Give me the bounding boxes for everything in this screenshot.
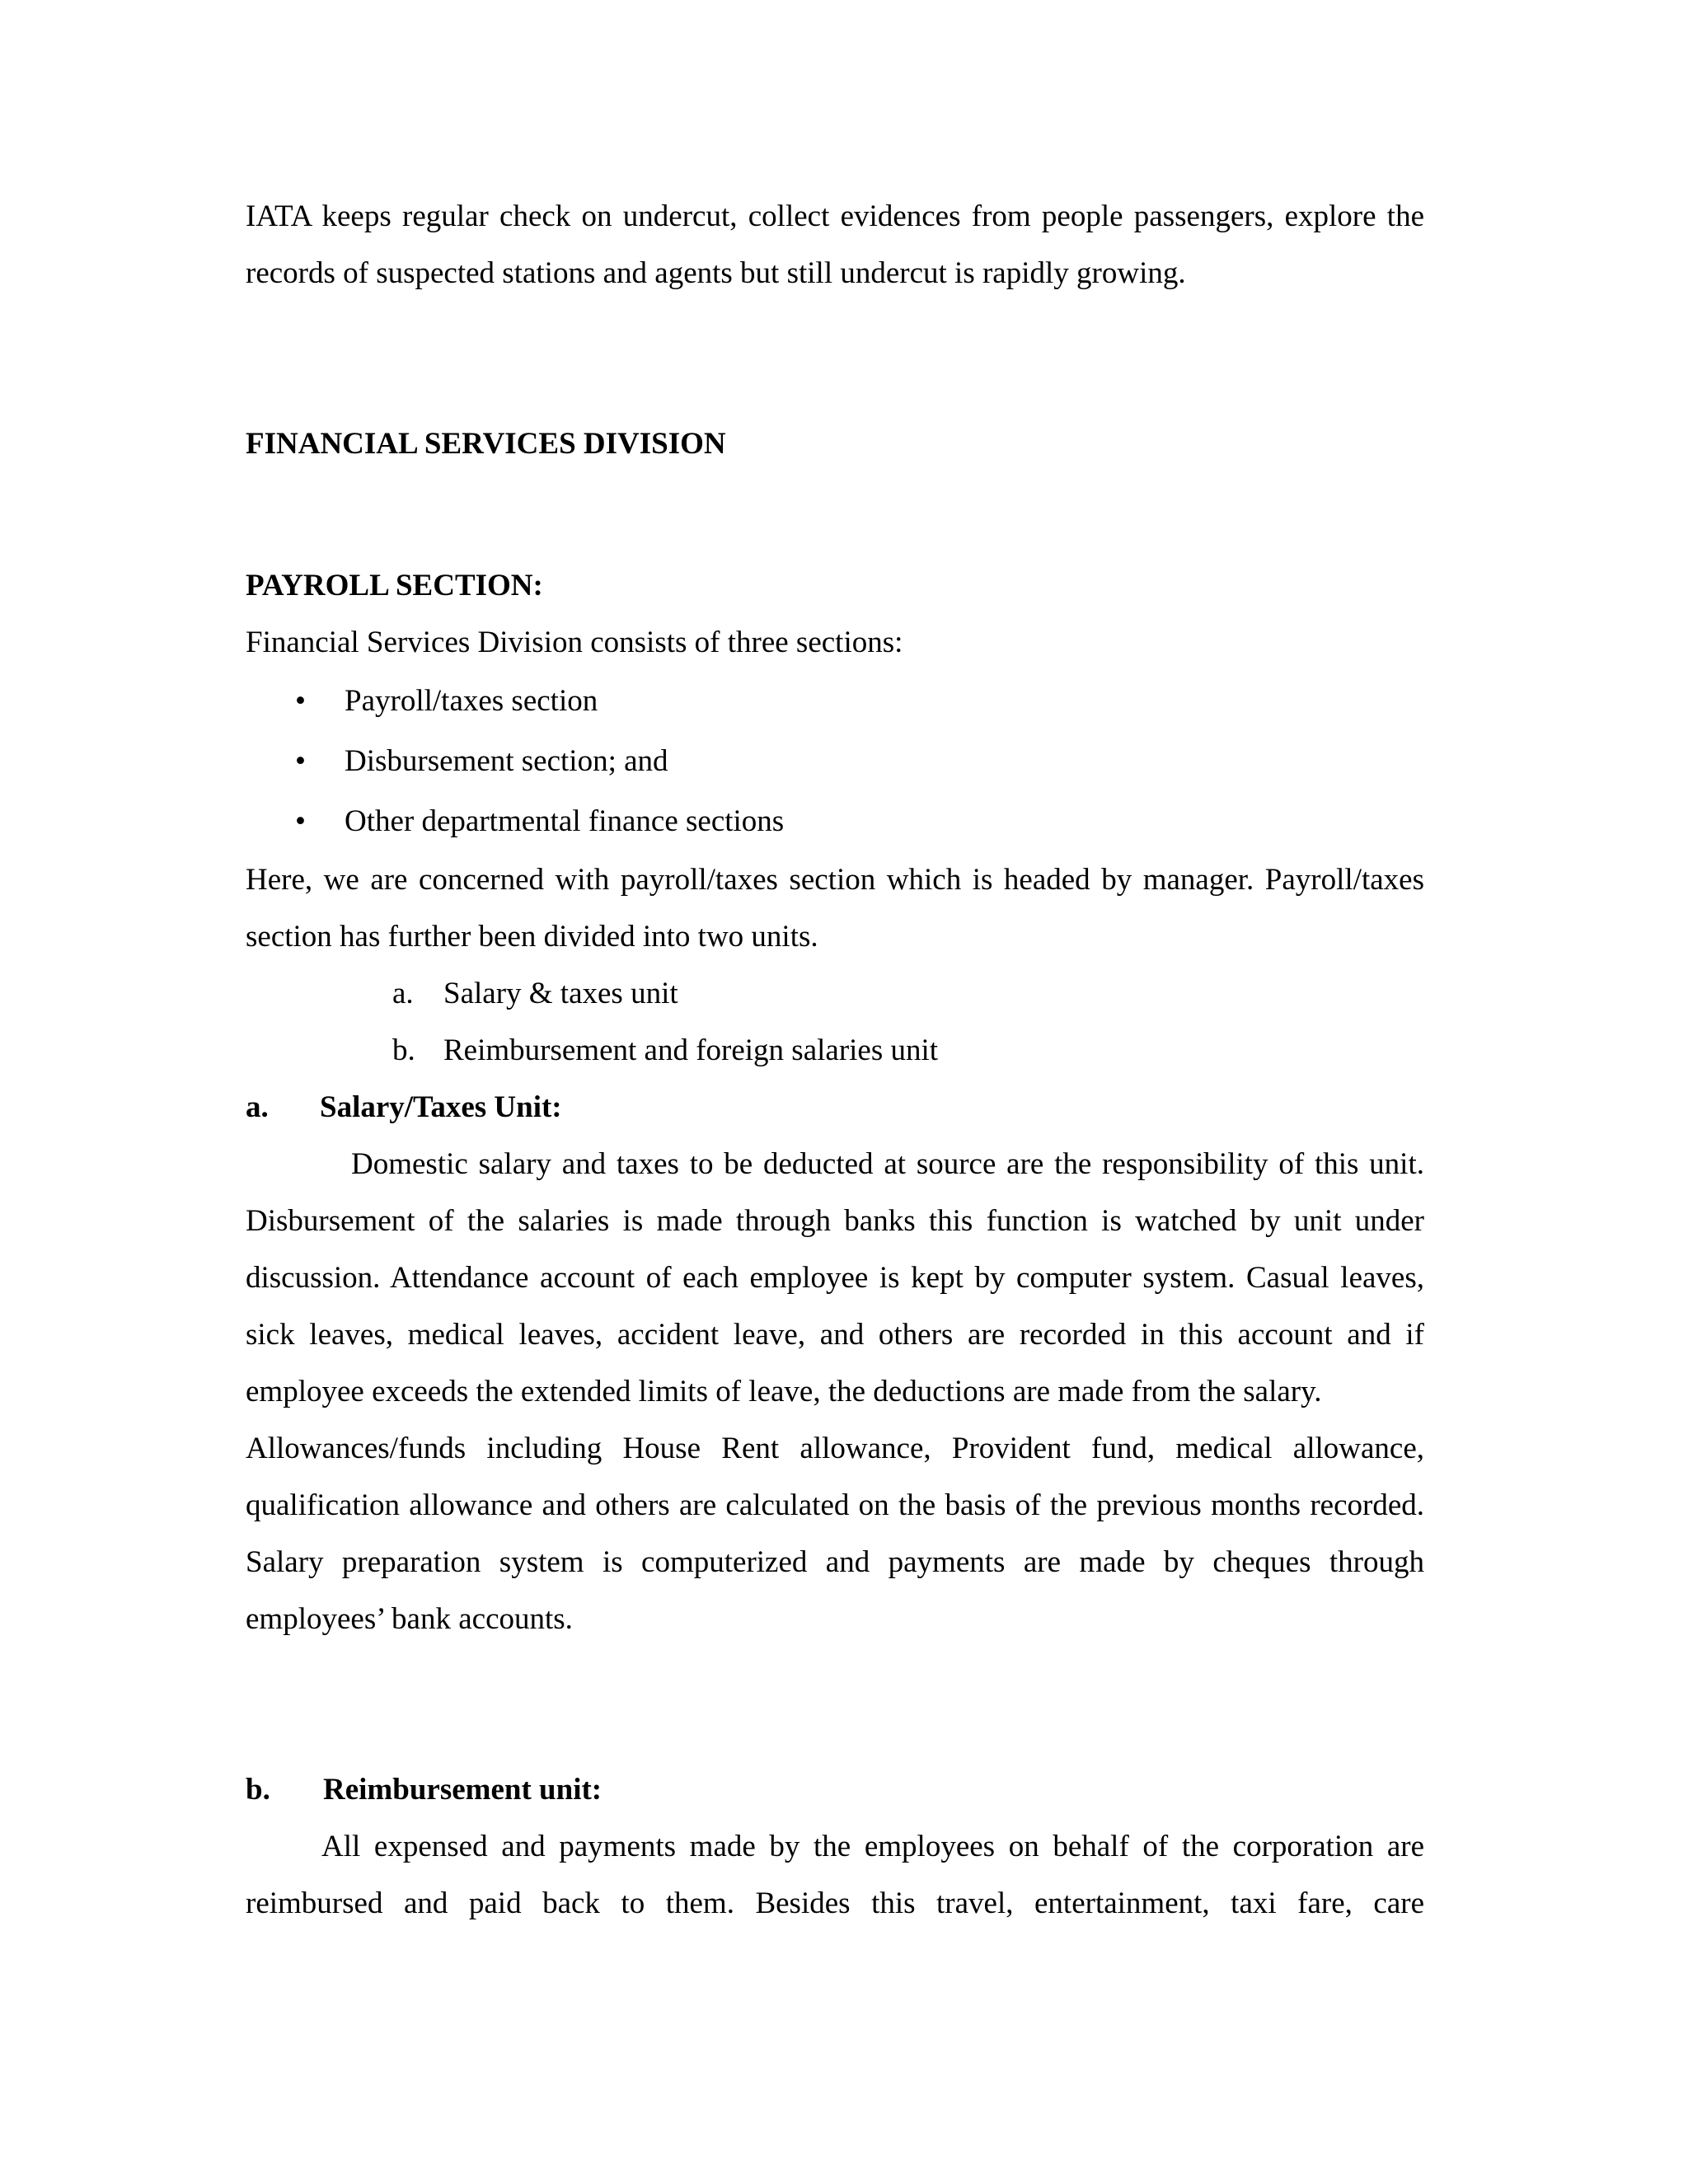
spacer [246, 472, 1424, 557]
sections-intro: Financial Services Division consists of three sections: [246, 626, 903, 659]
bullet-icon: • [295, 804, 306, 838]
list-marker: b. [392, 1033, 415, 1067]
list-item-label: Disbursement section; and [345, 744, 668, 778]
bullet-icon: • [295, 684, 306, 718]
bullet-icon: • [295, 744, 306, 778]
list-item [246, 671, 1424, 731]
division-heading: FINANCIAL SERVICES DIVISION [246, 427, 726, 461]
list-item-label: Payroll/taxes section [345, 684, 598, 718]
spacer [246, 1647, 1424, 1761]
heading-marker: b. [246, 1773, 270, 1807]
page-content [246, 188, 1424, 1932]
list-marker: a. [392, 977, 414, 1010]
list-item [246, 1022, 1424, 1079]
heading-text: Reimbursement unit: [323, 1773, 603, 1807]
list-item-label: Salary & taxes unit [443, 977, 678, 1010]
sections-list [246, 671, 1424, 851]
list-item-label: Other departmental finance sections [345, 804, 785, 838]
allowances-paragraph: Allowances/funds including House Rent allowance, Provident fund, medical allowance, qualification allowance and others are calculated on the basis of the previous months recorded. Salary preparation system is computerized and payments are made by cheques through employees’ bank accounts. [246, 1432, 1424, 1636]
salary-unit-paragraph: Domestic salary and taxes to be deducted at source are the responsibility of this unit. Disbursement of the salaries is made through banks this function is watched by unit under discussion. Attendance account of each employee is kept by computer system. Casual leaves, sick leaves, medical leaves, accident leave, and others are recorded in this account and if employee exceeds the extended limits of leave, the deductions are made from the salary. [246, 1147, 1424, 1408]
payroll-heading: PAYROLL SECTION: [246, 569, 543, 602]
heading-marker: a. [246, 1090, 269, 1124]
concern-paragraph: Here, we are concerned with payroll/taxes section which is headed by manager. Payroll/taxes section has further been divided into two units. [246, 863, 1424, 954]
units-list [246, 965, 1424, 1079]
reimbursement-unit-paragraph: All expensed and payments made by the employees on behalf of the corporation are reimbursed and paid back to them. Besides this travel, entertainment, taxi fare, care [246, 1830, 1424, 1920]
list-item [246, 791, 1424, 851]
intro-paragraph: IATA keeps regular check on undercut, collect evidences from people passengers, explore the records of suspected stations and agents but still undercut is rapidly growing. [246, 199, 1424, 290]
spacer [246, 302, 1424, 415]
list-item [246, 965, 1424, 1022]
reimbursement-unit-heading [246, 1761, 1424, 1818]
heading-text: Salary/Taxes Unit: [320, 1090, 562, 1124]
list-item [246, 731, 1424, 791]
salary-unit-heading [246, 1079, 1424, 1136]
list-item-label: Reimbursement and foreign salaries unit [443, 1033, 939, 1067]
